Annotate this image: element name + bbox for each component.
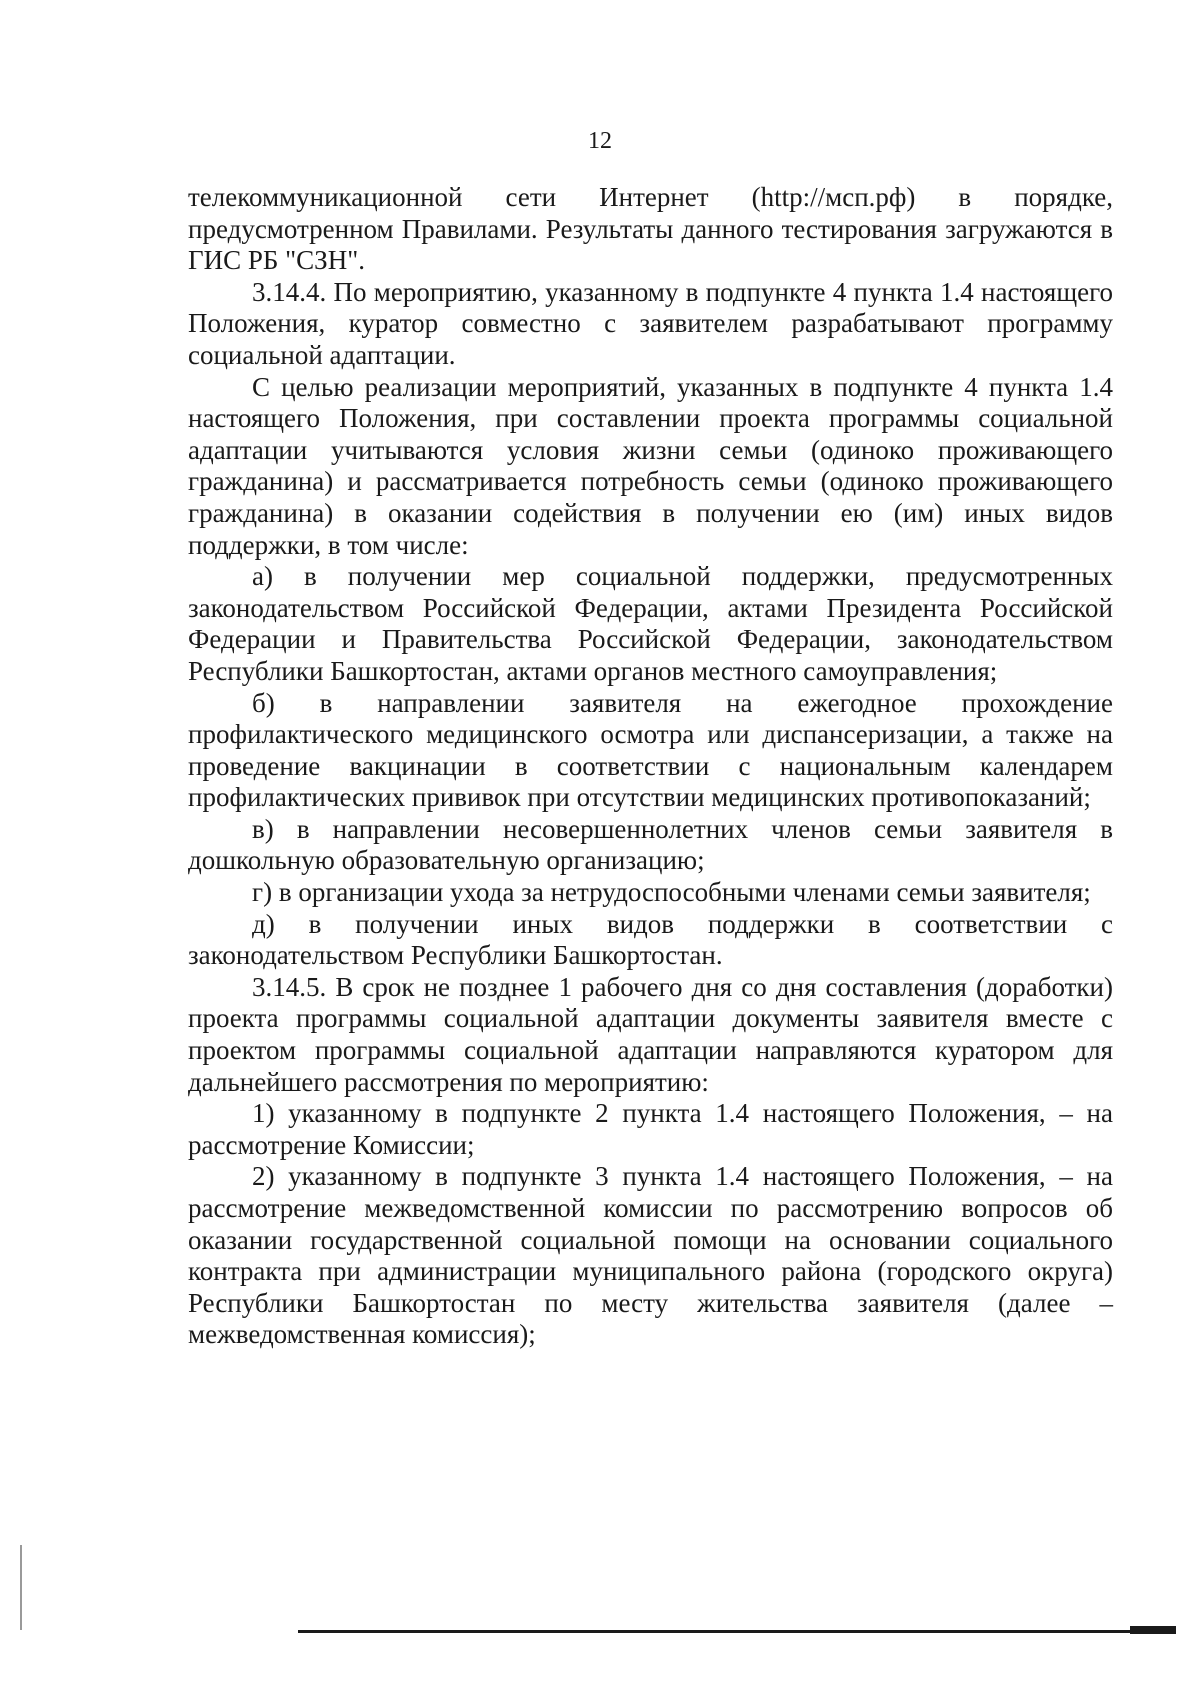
page-number: 12 <box>588 128 612 154</box>
paragraph-social-adaptation-purpose: С целью реализации мероприятий, указанных в подпункте 4 пункта 1.4 настоящего Положения, при составлении проекта программы социальной адаптации учитываются условия жизни семьи (одиноко проживающего гражданина) и рассматривается потребность семьи (одиноко проживающего гражданина) в оказании содействия в получении ею (им) иных видов поддержки, в том числе: <box>188 371 1113 560</box>
list-item-1: 1) указанному в подпункте 2 пункта 1.4 настоящего Положения, – на рассмотрение Комиссии; <box>188 1098 1113 1160</box>
list-item-v: в) в направлении несовершеннолетних членов семьи заявителя в дошкольную образовательную организацию; <box>188 813 1113 876</box>
list-item-2: 2) указанному в подпункте 3 пункта 1.4 настоящего Положения, – на рассмотрение межведомственной комиссии по рассмотрению вопросов об оказании государственной социальной помощи на основании социального контракта при администрации муниципального района (городского округа) Республики Башкортостан по месту жительства заявителя (далее – межведомственная комиссия); <box>188 1161 1113 1350</box>
scan-edge-mark <box>20 1545 22 1630</box>
list-item-a: а) в получении мер социальной поддержки, предусмотренных законодательством Российской Федерации, актами Президента Российской Федерации и Правительства Российской Федерации, законодательством Республики Башкортостан, актами органов местного самоуправления; <box>188 561 1113 686</box>
bottom-rule-end <box>1130 1626 1176 1634</box>
document-body <box>188 182 1113 1351</box>
bottom-rule <box>298 1630 1176 1633</box>
list-item-d: д) в получении иных видов поддержки в соответствии с законодательством Республики Башкортостан. <box>188 908 1113 971</box>
list-item-g: г) в организации ухода за нетрудоспособными членами семьи заявителя; <box>252 877 1091 908</box>
paragraph-3-14-4: 3.14.4. По мероприятию, указанному в подпункте 4 пункта 1.4 настоящего Положения, куратор совместно с заявителем разрабатывают программу социальной адаптации. <box>188 276 1113 370</box>
paragraph-continuation: телекоммуникационной сети Интернет (http://мсп.рф) в порядке, предусмотренном Правилами. Результаты данного тестирования загружаются в ГИС РБ "СЗН". <box>188 182 1113 276</box>
list-item-b: б) в направлении заявителя на ежегодное прохождение профилактического медицинского осмотра или диспансеризации, а также на проведение вакцинации в соответствии с национальным календарем профилактических прививок при отсутствии медицинских противопоказаний; <box>188 687 1113 813</box>
paragraph-3-14-5: 3.14.5. В срок не позднее 1 рабочего дня со дня составления (доработки) проекта программы социальной адаптации документы заявителя вместе с проектом программы социальной адаптации направляются куратором для дальнейшего рассмотрения по мероприятию: <box>188 971 1113 1097</box>
